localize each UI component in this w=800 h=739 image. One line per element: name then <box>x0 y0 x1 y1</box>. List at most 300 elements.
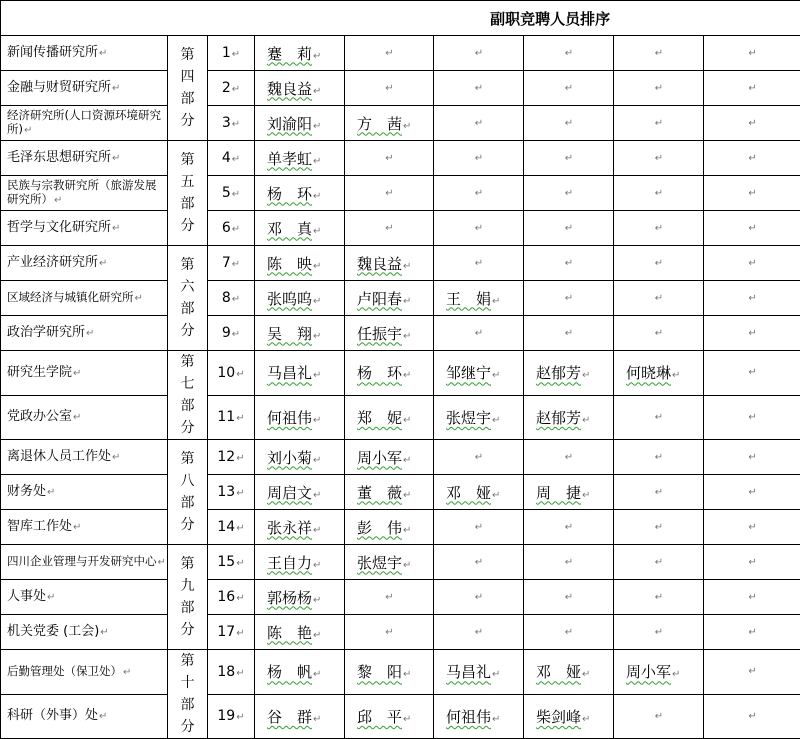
table-row <box>1 650 800 695</box>
paragraph-mark-icon: ↵ <box>73 522 81 533</box>
paragraph-mark-icon: ↵ <box>582 490 590 501</box>
row-number: 17 <box>217 624 235 640</box>
row-number: 1 <box>222 45 231 61</box>
unit-cell: 经济研究所(人口资源环境研究所)↵ <box>1 106 168 141</box>
empty-cell <box>614 71 704 106</box>
paragraph-mark-icon: ↵ <box>47 487 55 498</box>
row-number: 18 <box>217 664 235 680</box>
paragraph-mark-icon: ↵ <box>385 592 393 603</box>
paragraph-mark-icon: ↵ <box>655 223 663 234</box>
paragraph-mark-icon: ↵ <box>475 592 483 603</box>
empty-cell <box>704 351 800 396</box>
paragraph-mark-icon: ↵ <box>475 258 483 269</box>
empty-cell <box>614 615 704 650</box>
paragraph-mark-icon: ↵ <box>313 370 321 381</box>
paragraph-mark-icon: ↵ <box>313 630 321 641</box>
candidate-name: 邹继宁 <box>446 364 491 382</box>
candidate-name: 黎 阳 <box>357 663 402 681</box>
row-number: 15 <box>217 554 235 570</box>
candidate-name: 王 娟 <box>446 290 491 308</box>
paragraph-mark-icon: ↵ <box>403 669 411 680</box>
empty-cell <box>614 211 704 246</box>
number-cell <box>208 440 255 475</box>
paragraph-mark-icon: ↵ <box>123 667 131 678</box>
empty-cell <box>434 510 524 545</box>
empty-cell <box>614 246 704 281</box>
candidate-name: 周启文 <box>267 484 312 502</box>
candidate-name-cell <box>434 650 524 695</box>
paragraph-mark-icon: ↵ <box>748 522 756 533</box>
candidate-name-cell <box>345 694 434 739</box>
candidate-name-cell <box>434 395 524 440</box>
candidate-name: 邓 娅 <box>536 663 581 681</box>
paragraph-mark-icon: ↵ <box>475 153 483 164</box>
empty-cell <box>524 440 614 475</box>
candidate-name: 王自力 <box>267 554 312 572</box>
paragraph-mark-icon: ↵ <box>385 48 393 59</box>
paragraph-mark-icon: ↵ <box>403 560 411 571</box>
paragraph-mark-icon: ↵ <box>313 121 321 132</box>
empty-cell <box>434 615 524 650</box>
paragraph-mark-icon: ↵ <box>232 294 240 305</box>
paragraph-mark-icon: ↵ <box>73 368 81 379</box>
paragraph-mark-icon: ↵ <box>313 226 321 237</box>
empty-cell <box>345 141 434 176</box>
paragraph-mark-icon: ↵ <box>582 370 590 381</box>
row-number: 8 <box>222 290 231 306</box>
candidate-name-cell <box>345 545 434 580</box>
paragraph-mark-icon: ↵ <box>655 153 663 164</box>
paragraph-mark-icon: ↵ <box>655 48 663 59</box>
empty-cell <box>704 106 800 141</box>
paragraph-mark-icon: ↵ <box>565 328 573 339</box>
candidate-name: 邓 真 <box>267 220 312 238</box>
paragraph-mark-icon: ↵ <box>492 370 500 381</box>
paragraph-mark-icon: ↵ <box>313 296 321 307</box>
paragraph-mark-icon: ↵ <box>99 258 107 269</box>
empty-cell <box>524 71 614 106</box>
paragraph-mark-icon: ↵ <box>475 557 483 568</box>
paragraph-mark-icon: ↵ <box>565 83 573 94</box>
empty-cell <box>434 440 524 475</box>
paragraph-mark-icon: ↵ <box>232 329 240 340</box>
paragraph-mark-icon: ↵ <box>236 488 244 499</box>
unit-cell: 科研（外事）处↵ <box>1 694 168 739</box>
paragraph-mark-icon: ↵ <box>112 452 120 463</box>
paragraph-mark-icon: ↵ <box>655 557 663 568</box>
empty-cell <box>345 580 434 615</box>
unit-cell: 哲学与文化研究所↵ <box>1 211 168 246</box>
paragraph-mark-icon: ↵ <box>313 714 321 725</box>
row-number: 3 <box>222 115 231 131</box>
paragraph-mark-icon: ↵ <box>655 592 663 603</box>
paragraph-mark-icon: ↵ <box>232 84 240 95</box>
empty-cell <box>524 316 614 351</box>
candidate-name: 董 薇 <box>357 484 402 502</box>
paragraph-mark-icon: ↵ <box>313 415 321 426</box>
row-number: 7 <box>222 255 231 271</box>
paragraph-mark-icon: ↵ <box>492 490 500 501</box>
row-number: 4 <box>222 150 231 166</box>
empty-cell <box>434 71 524 106</box>
candidate-name: 张呜呜 <box>267 290 312 308</box>
paragraph-mark-icon: ↵ <box>565 153 573 164</box>
paragraph-mark-icon: ↵ <box>112 223 120 234</box>
candidate-name-cell <box>255 510 345 545</box>
candidate-name-cell <box>434 694 524 739</box>
paragraph-mark-icon: ↵ <box>582 415 590 426</box>
paragraph-mark-icon: ↵ <box>748 188 756 199</box>
table-row <box>1 580 800 615</box>
number-cell <box>208 475 255 510</box>
candidate-name: 郑 妮 <box>357 409 402 427</box>
paragraph-mark-icon: ↵ <box>403 455 411 466</box>
empty-cell <box>614 395 704 440</box>
candidate-name-cell <box>255 71 345 106</box>
paragraph-mark-icon: ↵ <box>385 83 393 94</box>
paragraph-mark-icon: ↵ <box>748 83 756 94</box>
paragraph-mark-icon: ↵ <box>748 118 756 129</box>
candidate-name: 彭 伟 <box>357 519 402 537</box>
candidate-name-cell <box>255 36 345 71</box>
candidate-name: 周小军 <box>626 663 671 681</box>
empty-cell <box>704 580 800 615</box>
paragraph-mark-icon: ↵ <box>232 119 240 130</box>
candidate-name-cell <box>255 440 345 475</box>
paragraph-mark-icon: ↵ <box>313 525 321 536</box>
candidate-name-cell <box>524 475 614 510</box>
paragraph-mark-icon: ↵ <box>403 490 411 501</box>
candidate-name: 蹇 莉 <box>267 45 312 63</box>
number-cell <box>208 211 255 246</box>
candidate-name: 魏良益 <box>267 80 312 98</box>
candidate-name: 陈 映 <box>267 255 312 273</box>
candidate-name-cell <box>434 475 524 510</box>
candidate-name-cell <box>345 440 434 475</box>
paragraph-mark-icon: ↵ <box>313 669 321 680</box>
candidate-name-cell <box>255 475 345 510</box>
paragraph-mark-icon: ↵ <box>403 331 411 342</box>
candidate-name: 吴 翔 <box>267 325 312 343</box>
empty-cell <box>434 545 524 580</box>
empty-cell <box>524 580 614 615</box>
paragraph-mark-icon: ↵ <box>236 453 244 464</box>
paragraph-mark-icon: ↵ <box>748 487 756 498</box>
table-row <box>1 71 800 106</box>
paragraph-mark-icon: ↵ <box>655 627 663 638</box>
empty-cell <box>345 36 434 71</box>
paragraph-mark-icon: ↵ <box>565 293 573 304</box>
paragraph-mark-icon: ↵ <box>565 557 573 568</box>
empty-cell <box>434 246 524 281</box>
paragraph-mark-icon: ↵ <box>47 592 55 603</box>
candidate-name-cell <box>434 281 524 316</box>
paragraph-mark-icon: ↵ <box>655 258 663 269</box>
paragraph-mark-icon: ↵ <box>672 370 680 381</box>
table-row <box>1 246 800 281</box>
unit-cell: 人事处↵ <box>1 580 168 615</box>
table-row <box>1 316 800 351</box>
candidate-name-cell <box>345 510 434 545</box>
empty-cell <box>614 316 704 351</box>
candidate-name: 卢阳春 <box>357 290 402 308</box>
paragraph-mark-icon: ↵ <box>655 452 663 463</box>
candidate-name: 任振宇 <box>357 325 402 343</box>
unit-cell: 民族与宗教研究所（旅游发展研究所）↵ <box>1 176 168 211</box>
paragraph-mark-icon: ↵ <box>565 48 573 59</box>
empty-cell <box>704 510 800 545</box>
candidate-name: 何祖伟 <box>267 409 312 427</box>
paragraph-mark-icon: ↵ <box>565 223 573 234</box>
paragraph-mark-icon: ↵ <box>748 258 756 269</box>
empty-cell <box>704 475 800 510</box>
candidate-name-cell <box>524 395 614 440</box>
unit-cell: 四川企业管理与开发研究中心↵ <box>1 545 168 580</box>
empty-cell <box>524 246 614 281</box>
number-cell <box>208 106 255 141</box>
unit-cell: 财务处↵ <box>1 475 168 510</box>
empty-cell <box>704 545 800 580</box>
paragraph-mark-icon: ↵ <box>112 153 120 164</box>
unit-cell: 政治学研究所↵ <box>1 316 168 351</box>
empty-cell <box>614 510 704 545</box>
row-number: 13 <box>217 484 235 500</box>
paragraph-mark-icon: ↵ <box>313 156 321 167</box>
unit-cell: 后勤管理处（保卫处）↵ <box>1 650 168 695</box>
empty-cell <box>524 211 614 246</box>
unit-cell: 智库工作处↵ <box>1 510 168 545</box>
paragraph-mark-icon: ↵ <box>748 223 756 234</box>
group-cell: 第 九 部 分 <box>168 545 208 650</box>
candidate-name-cell <box>255 106 345 141</box>
candidate-name-cell <box>255 281 345 316</box>
paragraph-mark-icon: ↵ <box>232 189 240 200</box>
paragraph-mark-icon: ↵ <box>100 627 108 638</box>
candidate-name-cell <box>345 281 434 316</box>
paragraph-mark-icon: ↵ <box>655 118 663 129</box>
number-cell <box>208 141 255 176</box>
group-cell: 第 十 部 分 <box>168 650 208 739</box>
candidate-name-cell <box>345 106 434 141</box>
paragraph-mark-icon: ↵ <box>655 188 663 199</box>
table-row <box>1 545 800 580</box>
paragraph-mark-icon: ↵ <box>565 627 573 638</box>
row-number: 16 <box>217 589 235 605</box>
candidate-name: 方 茜 <box>357 115 402 133</box>
paragraph-mark-icon: ↵ <box>492 415 500 426</box>
candidate-name-cell <box>255 246 345 281</box>
empty-cell <box>704 440 800 475</box>
candidate-name-cell <box>524 694 614 739</box>
paragraph-mark-icon: ↵ <box>158 557 166 568</box>
paragraph-mark-icon: ↵ <box>748 557 756 568</box>
empty-cell <box>704 36 800 71</box>
row-number: 9 <box>222 325 231 341</box>
candidate-name-cell <box>614 650 704 695</box>
number-cell <box>208 36 255 71</box>
number-cell <box>208 316 255 351</box>
paragraph-mark-icon: ↵ <box>748 452 756 463</box>
paragraph-mark-icon: ↵ <box>475 223 483 234</box>
empty-cell <box>524 510 614 545</box>
candidate-name-cell <box>524 650 614 695</box>
empty-cell <box>614 141 704 176</box>
table-row <box>1 281 800 316</box>
unit-cell: 毛泽东思想研究所↵ <box>1 141 168 176</box>
paragraph-mark-icon: ↵ <box>475 522 483 533</box>
group-cell: 第 八 部 分 <box>168 440 208 545</box>
candidate-name: 杨 帆 <box>267 663 312 681</box>
paragraph-mark-icon: ↵ <box>475 328 483 339</box>
table-row <box>1 106 800 141</box>
empty-cell <box>704 694 800 739</box>
table-row <box>1 141 800 176</box>
candidate-name-cell <box>255 615 345 650</box>
paragraph-mark-icon: ↵ <box>236 558 244 569</box>
unit-cell: 产业经济研究所↵ <box>1 246 168 281</box>
unit-cell: 金融与财贸研究所↵ <box>1 71 168 106</box>
candidate-name-cell <box>255 580 345 615</box>
paragraph-mark-icon: ↵ <box>99 711 107 722</box>
paragraph-mark-icon: ↵ <box>24 125 32 136</box>
empty-cell <box>434 176 524 211</box>
empty-cell <box>434 36 524 71</box>
candidate-name-cell <box>345 351 434 396</box>
empty-cell <box>614 176 704 211</box>
group-cell: 第 七 部 分 <box>168 351 208 440</box>
number-cell <box>208 510 255 545</box>
number-cell <box>208 694 255 739</box>
candidate-name-cell <box>345 395 434 440</box>
paragraph-mark-icon: ↵ <box>582 669 590 680</box>
group-cell: 第 六 部 分 <box>168 246 208 351</box>
row-number: 12 <box>217 449 235 465</box>
paragraph-mark-icon: ↵ <box>232 224 240 235</box>
paragraph-mark-icon: ↵ <box>236 369 244 380</box>
paragraph-mark-icon: ↵ <box>385 627 393 638</box>
empty-cell <box>614 36 704 71</box>
group-cell: 第 四 部 分 <box>168 36 208 141</box>
empty-cell <box>704 650 800 695</box>
table-row <box>1 475 800 510</box>
candidate-name: 邓 娅 <box>446 484 491 502</box>
row-number: 14 <box>217 519 235 535</box>
paragraph-mark-icon: ↵ <box>403 370 411 381</box>
paragraph-mark-icon: ↵ <box>313 191 321 202</box>
paragraph-mark-icon: ↵ <box>475 188 483 199</box>
empty-cell <box>614 580 704 615</box>
table-row <box>1 440 800 475</box>
paragraph-mark-icon: ↵ <box>403 714 411 725</box>
candidate-name-cell <box>345 475 434 510</box>
paragraph-mark-icon: ↵ <box>313 560 321 571</box>
paragraph-mark-icon: ↵ <box>99 48 107 59</box>
number-cell <box>208 246 255 281</box>
title-row <box>1 1 800 36</box>
paragraph-mark-icon: ↵ <box>236 668 244 679</box>
candidate-name-cell <box>255 211 345 246</box>
paragraph-mark-icon: ↵ <box>232 154 240 165</box>
paragraph-mark-icon: ↵ <box>565 258 573 269</box>
empty-cell <box>345 71 434 106</box>
empty-cell <box>614 694 704 739</box>
unit-cell: 新闻传播研究所↵ <box>1 36 168 71</box>
empty-cell <box>614 281 704 316</box>
unit-cell: 区域经济与城镇化研究所↵ <box>1 281 168 316</box>
paragraph-mark-icon: ↵ <box>403 121 411 132</box>
paragraph-mark-icon: ↵ <box>748 367 756 378</box>
number-cell <box>208 281 255 316</box>
paragraph-mark-icon: ↵ <box>313 595 321 606</box>
paragraph-mark-icon: ↵ <box>748 293 756 304</box>
candidate-name: 邱 平 <box>357 708 402 726</box>
candidate-name-cell <box>255 545 345 580</box>
candidate-name: 陈 艳 <box>267 624 312 642</box>
candidate-name-cell <box>345 246 434 281</box>
unit-cell: 党政办公室↵ <box>1 395 168 440</box>
row-number: 10 <box>217 365 235 381</box>
empty-cell <box>704 615 800 650</box>
table-row <box>1 176 800 211</box>
empty-cell <box>614 106 704 141</box>
paragraph-mark-icon: ↵ <box>475 118 483 129</box>
paragraph-mark-icon: ↵ <box>748 711 756 722</box>
paragraph-mark-icon: ↵ <box>492 296 500 307</box>
unit-cell: 研究生学院↵ <box>1 351 168 396</box>
candidate-name-cell <box>434 351 524 396</box>
paragraph-mark-icon: ↵ <box>475 48 483 59</box>
paragraph-mark-icon: ↵ <box>492 669 500 680</box>
paragraph-mark-icon: ↵ <box>748 153 756 164</box>
number-cell <box>208 176 255 211</box>
candidate-name: 赵郁芳 <box>536 409 581 427</box>
paragraph-mark-icon: ↵ <box>403 261 411 272</box>
candidate-name: 马昌礼 <box>446 663 491 681</box>
paragraph-mark-icon: ↵ <box>313 86 321 97</box>
empty-cell <box>345 176 434 211</box>
number-cell <box>208 615 255 650</box>
row-number: 11 <box>217 409 235 425</box>
candidate-name: 谷 群 <box>267 708 312 726</box>
paragraph-mark-icon: ↵ <box>655 711 663 722</box>
empty-cell <box>524 106 614 141</box>
paragraph-mark-icon: ↵ <box>475 83 483 94</box>
paragraph-mark-icon: ↵ <box>86 328 94 339</box>
empty-cell <box>524 615 614 650</box>
paragraph-mark-icon: ↵ <box>748 48 756 59</box>
table-row <box>1 351 800 396</box>
paragraph-mark-icon: ↵ <box>385 188 393 199</box>
paragraph-mark-icon: ↵ <box>655 412 663 423</box>
paragraph-mark-icon: ↵ <box>565 452 573 463</box>
empty-cell <box>614 545 704 580</box>
candidate-name-cell <box>255 176 345 211</box>
row-number: 5 <box>222 185 231 201</box>
paragraph-mark-icon: ↵ <box>236 593 244 604</box>
empty-cell <box>704 176 800 211</box>
empty-cell <box>704 281 800 316</box>
paragraph-mark-icon: ↵ <box>655 328 663 339</box>
candidate-name: 张煜宇 <box>446 409 491 427</box>
candidate-name-cell <box>524 351 614 396</box>
candidate-name-cell <box>255 694 345 739</box>
empty-cell <box>434 141 524 176</box>
table-row <box>1 211 800 246</box>
row-number: 2 <box>222 80 231 96</box>
paragraph-mark-icon: ↵ <box>655 487 663 498</box>
candidate-name: 赵郁芳 <box>536 364 581 382</box>
candidate-name: 周 捷 <box>536 484 581 502</box>
